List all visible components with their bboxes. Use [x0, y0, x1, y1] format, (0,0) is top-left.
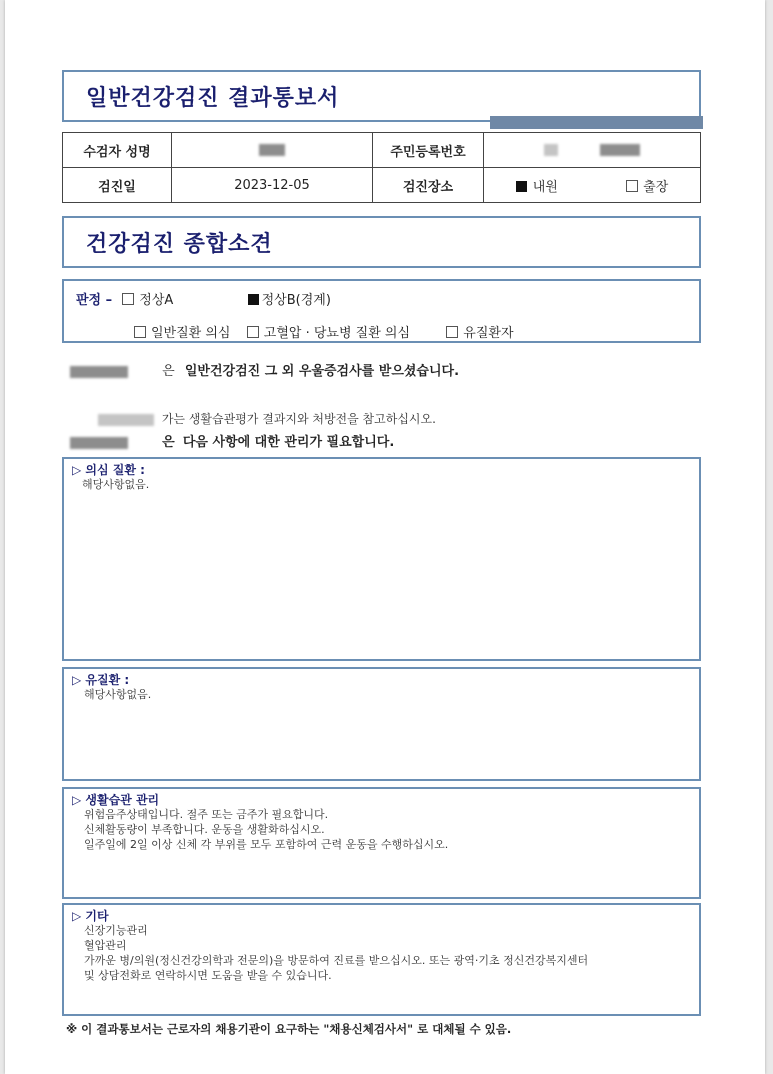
redacted-name [259, 144, 285, 156]
other-line: 가까운 병/의원(정신건강의학과 전문의)을 방문하여 진료를 받으십시오. 또는 광역·기초 정신건강복지센터 [84, 954, 589, 967]
judgement-normal-a: 정상A [139, 293, 174, 308]
redacted-name [70, 437, 128, 449]
summary-title: 건강검진 종합소견 [86, 232, 273, 257]
date-label: 검진일 [63, 168, 172, 203]
redacted-id-part-2 [600, 144, 640, 156]
summary-title-box [62, 216, 701, 268]
judgement-row-2 [134, 322, 514, 341]
lifestyle-line: 신체활동량이 부족합니다. 운동을 생활화하십시오. [84, 823, 325, 836]
judgement-has-disease: 유질환자 [463, 326, 514, 341]
checkbox-empty-icon [446, 326, 458, 338]
checkbox-empty-icon [122, 293, 134, 305]
footnote: ※ 이 결과통보서는 근로자의 채용기관이 요구하는 "채용신체검사서" 로 대체될 수 있음. [66, 1022, 512, 1036]
statement-1 [70, 360, 459, 379]
existing-disease-title: ▷ 유질환 : [72, 673, 130, 687]
lifestyle-title: ▷ 생활습관 관리 [72, 793, 160, 807]
date-value: 2023-12-05 [172, 168, 373, 203]
suspected-disease-title: ▷ 의심 질환 : [72, 463, 145, 477]
other-section [62, 903, 701, 1016]
other-title: ▷ 기타 [72, 909, 109, 923]
other-line: 신장기능관리 [84, 924, 148, 937]
checkbox-checked-icon [516, 181, 527, 192]
statement-1-suffix: 은 [162, 364, 175, 379]
statement-3-text: 다음 사항에 대한 관리가 필요합니다. [182, 435, 395, 450]
redacted-id-part-1 [544, 144, 558, 156]
document-title: 일반건강검진 결과통보서 [86, 86, 340, 111]
place-label: 검진장소 [373, 168, 484, 203]
redacted-name [70, 366, 128, 378]
name-label: 수검자 성명 [63, 133, 172, 168]
suspected-disease-body [82, 477, 149, 492]
judgement-label: 판정 – [76, 293, 113, 308]
place-option-visit: 내원 [532, 179, 558, 195]
existing-disease-body [84, 687, 151, 702]
checkbox-empty-icon [626, 180, 638, 192]
existing-disease-section [62, 667, 701, 781]
lifestyle-line: 일주일에 2일 이상 신체 각 부위를 모두 포함하여 근력 운동을 수행하십시오. [84, 838, 449, 851]
judgement-box [62, 279, 701, 343]
statement-2 [98, 410, 436, 427]
name-value [172, 133, 373, 168]
judgement-general-disease: 일반질환 의심 [151, 326, 231, 341]
place-value [484, 168, 701, 203]
statement-1-text: 일반건강검진 그 외 우울증검사를 받으셨습니다. [184, 364, 460, 379]
judgement-hypertension-diabetes: 고혈압 · 당뇨병 질환 의심 [263, 326, 411, 341]
lifestyle-section [62, 787, 701, 899]
statement-3 [70, 431, 394, 450]
lifestyle-body [84, 807, 448, 852]
judgement-normal-b: 정상B(경계) [261, 293, 331, 308]
accent-bar [490, 116, 703, 129]
checkbox-empty-icon [247, 326, 259, 338]
suspected-disease-line: 해당사항없음. [82, 478, 150, 491]
place-option-outreach: 출장 [643, 179, 669, 195]
redacted-name [98, 414, 154, 426]
lifestyle-line: 위험음주상태입니다. 절주 또는 금주가 필요합니다. [84, 808, 329, 821]
id-label: 주민등록번호 [373, 133, 484, 168]
statement-3-suffix: 은 [162, 435, 175, 450]
checkbox-empty-icon [134, 326, 146, 338]
document-title-box [62, 70, 701, 122]
examinee-info-table [62, 132, 701, 203]
other-line: 혈압관리 [84, 939, 127, 952]
suspected-disease-section [62, 457, 701, 661]
statement-2-text: 가는 생활습관평가 결과지와 처방전을 참고하십시오. [161, 412, 436, 426]
checkbox-checked-icon [248, 294, 259, 305]
id-value [484, 133, 701, 168]
other-body [84, 923, 588, 983]
other-line: 및 상담전화로 연락하시면 도움을 받을 수 있습니다. [84, 969, 332, 982]
judgement-row-1 [76, 289, 331, 308]
existing-disease-line: 해당사항없음. [84, 688, 152, 701]
